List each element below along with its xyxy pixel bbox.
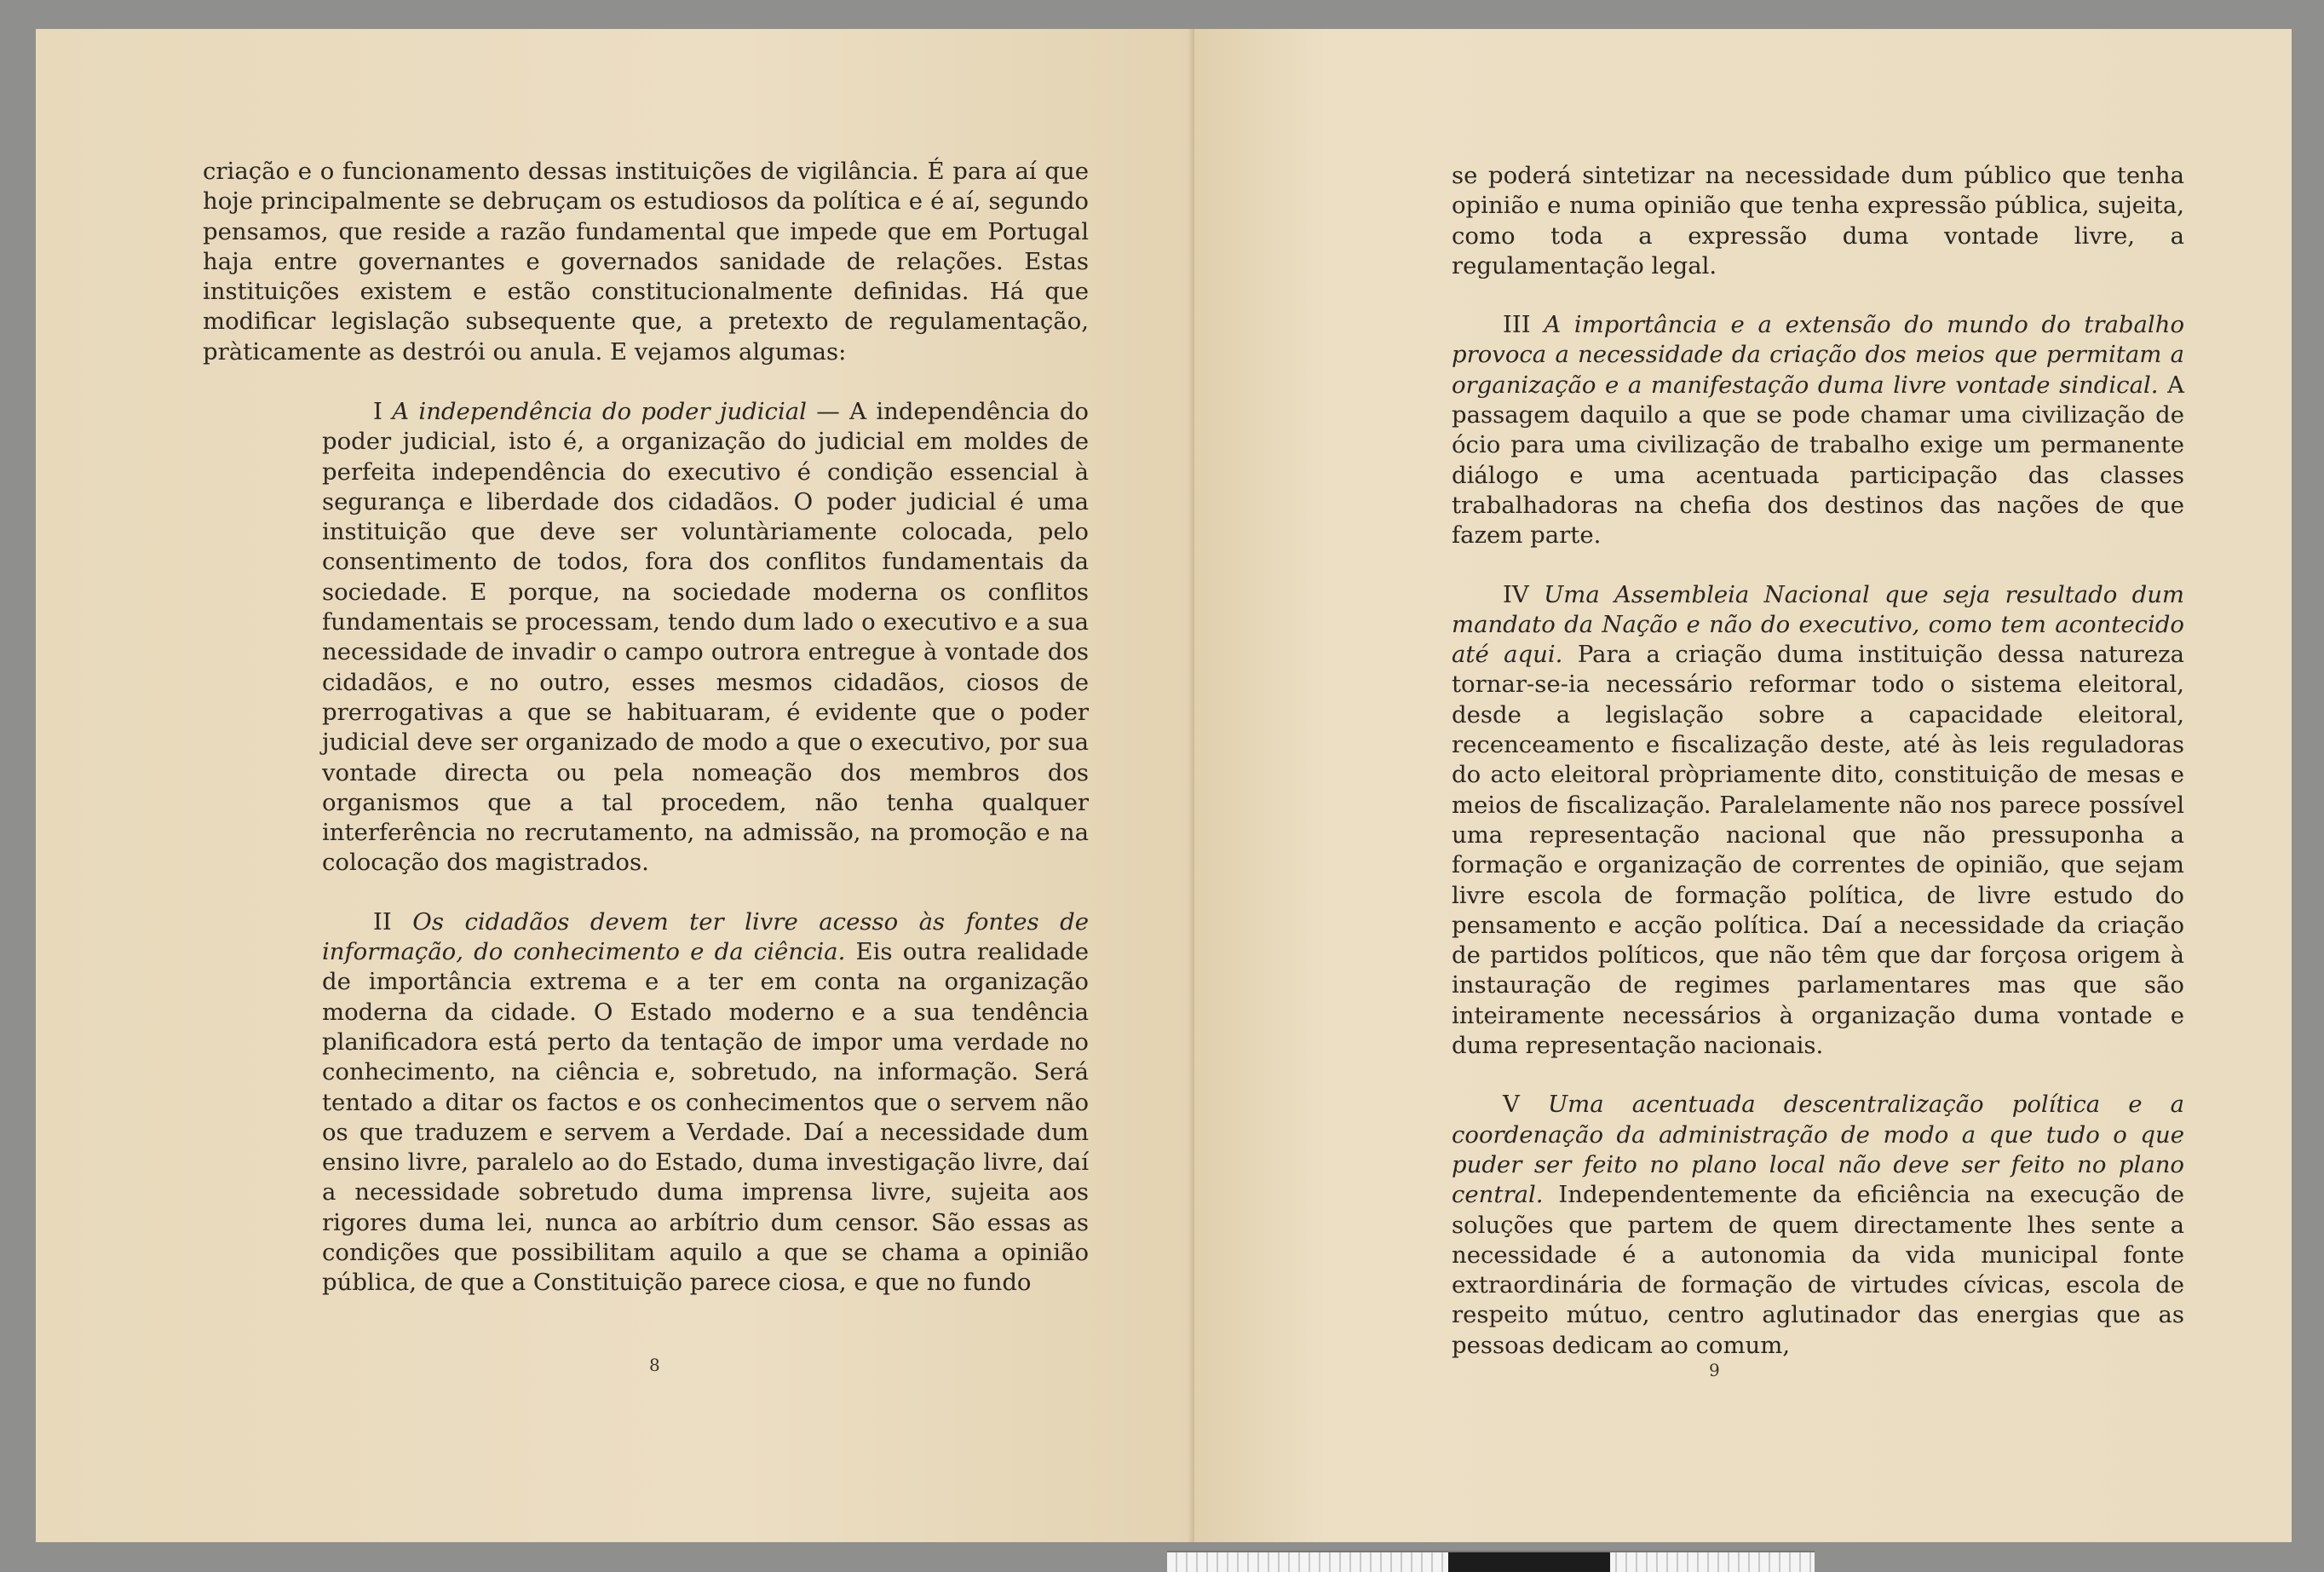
item-5-text: Independentemente da eficiência na execução de soluções que partem de quem directamente lhes sente a necessidade é a autonomia da vida municipal fonte extraordinária de formação de virtudes cívicas, escola de respeito mútuo, centro aglutinador das energias que as pessoas dedicam ao comum, bbox=[1452, 1181, 2184, 1359]
item-2 bbox=[322, 907, 1089, 1298]
item-3 bbox=[1452, 310, 2184, 550]
item-2-text: Eis outra realidade de importância extrema e a ter em conta na organização moderna da cidade. O Estado moderno e a sua tendência planificadora está perto da tentação de impor uma verdade no conhecimento, na ciência e, sobretudo, na informação. Será tentado a ditar os factos e os conhecimentos que o servem não os que traduzem e servem a Verdade. Daí a necessidade dum ensino livre, paralelo ao do Estado, duma investigação livre, daí a necessidade sobretudo duma imprensa livre, sujeita aos rigores duma lei, nunca ao arbítrio dum censor. São essas as condições que possibilitam aquilo a que se chama a opinião pública, de que a Constituição parece ciosa, e que no fundo bbox=[322, 938, 1089, 1297]
left-items-column bbox=[322, 397, 1089, 1298]
book-spread bbox=[36, 29, 2292, 1542]
left-page bbox=[36, 29, 1194, 1542]
item-2-title: Os cidadãos devem ter livre acesso às fontes de informação, do conhecimento e da ciência. bbox=[322, 907, 1090, 966]
item-1-text: — A independência do poder judicial, isto é, a organização do judicial em moldes de perfeita independência do executivo é condição essencial à segurança e liberdade dos cidadãos. O poder judicial é uma instituição que deve ser voluntàriamente colocada, pelo consentimento de todos, fora dos conflitos fundamentais da sociedade. E porque, na sociedade moderna os conflitos fundamentais se processam, tendo dum lado o executivo e a sua necessidade de invadir o campo outrora entregue à vontade dos cidadãos, e no outro, esses mesmos cidadãos, ciosos de prerrogativas a que se habituaram, é evidente que o poder judicial deve ser organizado de modo a que o executivo, por sua vontade directa ou pela nomeação dos membros dos organismos que a tal procedem, não tenha qualquer interferência no recrutamento, na admissão, na promoção e na colocação dos magistrados. bbox=[322, 398, 1089, 877]
scale-ruler bbox=[1167, 1551, 1815, 1572]
page-number-left: 8 bbox=[649, 1355, 660, 1375]
item-4-title: Uma Assembleia Nacional que seja resultado dum mandato da Nação e não do executivo, como tem acontecido até aqui. bbox=[1452, 580, 2184, 669]
ruler-black-segment bbox=[1448, 1552, 1610, 1572]
item-1 bbox=[322, 397, 1089, 878]
item-2-number: II bbox=[373, 907, 392, 936]
item-3-text: A passagem daquilo a que se pode chamar uma civilização de ócio para uma civilização de trabalho exige um permanente diálogo e uma acentuada participação das classes trabalhadoras na chefia dos destinos das nações de que fazem parte. bbox=[1452, 371, 2184, 550]
item-4-number: IV bbox=[1503, 580, 1529, 608]
page-number-right: 9 bbox=[1709, 1360, 1720, 1380]
intro-text: criação e o funcionamento dessas instituições de vigilância. É para aí que hoje principalmente se debruçam os estudiosos da política e é aí, segundo pensamos, que reside a razão fundamental que impede que em Portugal haja entre governantes e governados sanidade de relações. Estas instituições existem e estão constitucionalmente definidas. Há que modificar legislação subsequente que, a pretexto de regulamentação, pràticamente as destrói ou anula. E vejamos algumas: bbox=[203, 158, 1089, 366]
item-5 bbox=[1452, 1090, 2184, 1361]
item-5-number: V bbox=[1503, 1091, 1520, 1119]
item-1-number: I bbox=[373, 398, 383, 425]
right-column bbox=[1452, 161, 2184, 1361]
item-3-title: A importância e a extensão do mundo do trabalho provoca a necessidade da criação dos meios que permitam a organização e a manifestação duma livre vontade sindical. bbox=[1452, 311, 2184, 399]
item-4-text: Para a criação duma instituição dessa natureza tornar-se-ia necessário reformar todo o sistema eleitoral, desde a legislação sobre a capacidade eleitoral, recenceamento e fiscalização deste, até às leis reguladoras do acto eleitoral pròpriamente dito, constituição de mesas e meios de fiscalização. Paralelamente não nos parece possível uma representação nacional que não pressuponha a formação e organização de correntes de opinião, que sejam livre escola de formação política, de livre estudo do pensamento e acção política. Daí a necessidade da criação de partidos políticos, que não têm que dar forçosa origem à instauração de regimes parlamentares mas que são inteiramente necessários à organização duma vontade e duma representação nacionais. bbox=[1452, 641, 2184, 1060]
right-page bbox=[1194, 29, 2292, 1542]
item-4 bbox=[1452, 580, 2184, 1062]
item-1-title: A independência do poder judicial bbox=[392, 398, 807, 425]
continuation-text: se poderá sintetizar na necessidade dum público que tenha opinião e numa opinião que tenha expressão pública, sujeita, como toda a expressão duma vontade livre, a regulamentação legal. bbox=[1452, 162, 2184, 279]
item-3-number: III bbox=[1503, 311, 1531, 339]
item-5-title: Uma acentuada descentralização política e a coordenação da administração de modo a que tudo o que puder ser feito no plano local não deve ser feito no plano central. bbox=[1452, 1091, 2185, 1209]
left-intro-paragraph bbox=[203, 157, 1089, 367]
